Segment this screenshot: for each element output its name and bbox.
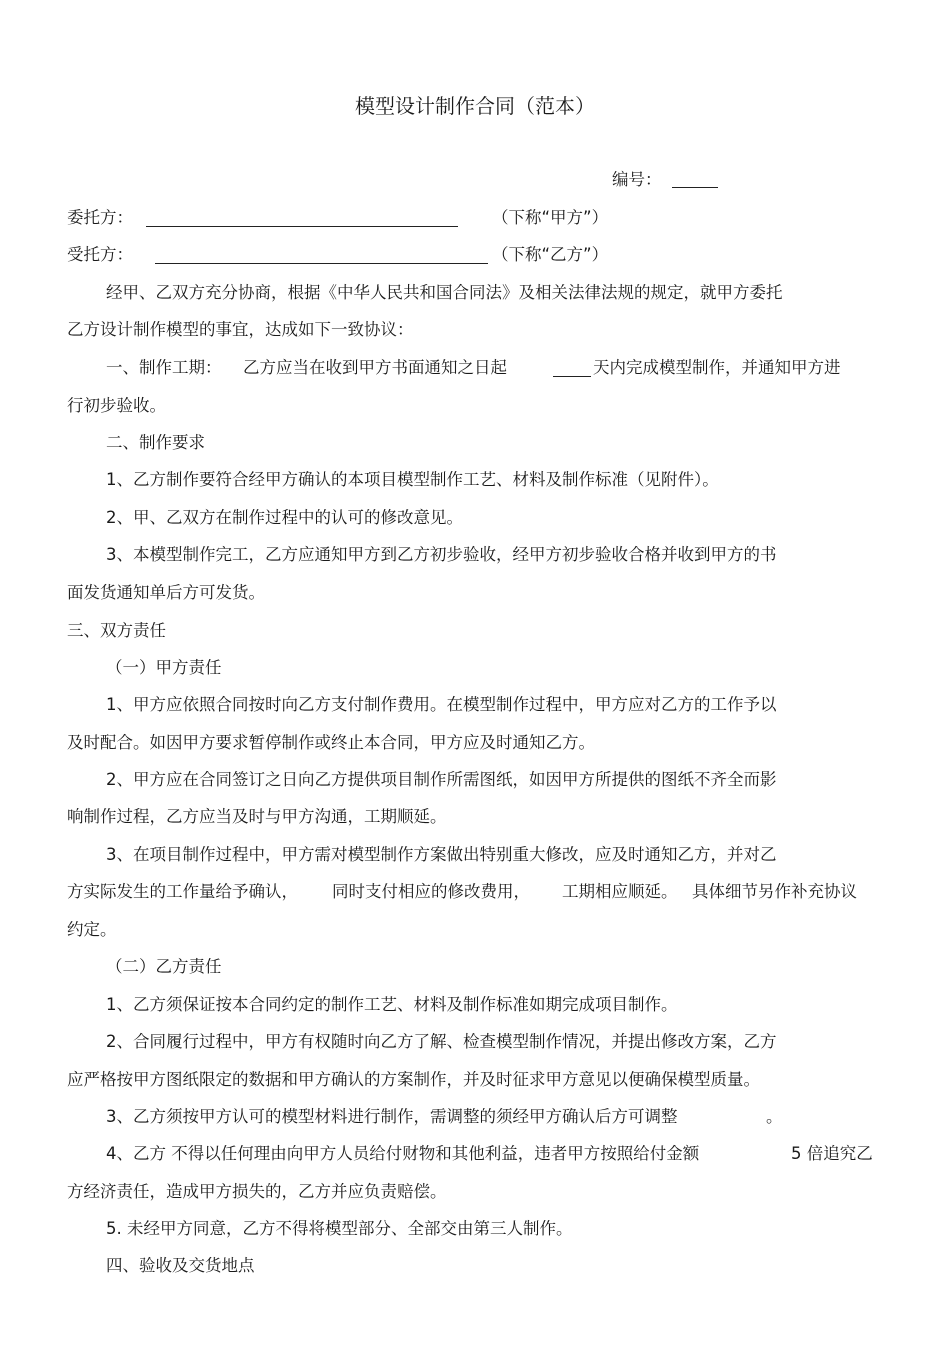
- party-b-item: 2、合同履行过程中，甲方有权随时向乙方了解、检查模型制作情况，并提出修改方案，乙方: [106, 1032, 777, 1051]
- clause-2-item: 面发货通知单后方可发货。: [67, 583, 265, 602]
- clause-3-heading: 三、双方责任: [67, 621, 166, 640]
- client-label: 委托方：: [67, 208, 133, 227]
- preamble-line: 乙方设计制作模型的事宜，达成如下一致协议：: [67, 320, 414, 339]
- party-a-item: 响制作过程，乙方应当及时与甲方沟通，工期顺延。: [67, 807, 447, 826]
- clause-2-item: 1、乙方制作要符合经甲方确认的本项目模型制作工艺、材料及制作标准（见附件）。: [106, 470, 719, 489]
- contractor-alias: （下称“乙方”）: [492, 245, 609, 264]
- party-a-item: 方实际发生的工作量给予确认，: [67, 882, 298, 901]
- party-b-item: 5. 未经甲方同意，乙方不得将模型部分、全部交由第三人制作。: [106, 1219, 573, 1238]
- contractor-label: 受托方：: [67, 245, 133, 264]
- clause-1-text: 天内完成模型制作，并通知甲方进: [593, 358, 841, 377]
- party-b-item: 应严格按甲方图纸限定的数据和甲方确认的方案制作，并及时征求甲方意见以便确保模型质量。: [67, 1070, 760, 1089]
- party-b-item: 5 倍追究乙: [791, 1144, 873, 1163]
- clause-1-text: 行初步验收。: [67, 396, 166, 415]
- party-b-heading: （二）乙方责任: [106, 957, 222, 976]
- party-a-item: 具体细节另作补充协议: [692, 882, 857, 901]
- party-a-item: 2、甲方应在合同签订之日向乙方提供项目制作所需图纸，如因甲方所提供的图纸不齐全而影: [106, 770, 777, 789]
- party-a-item: 3、在项目制作过程中，甲方需对模型制作方案做出特别重大修改，应及时通知乙方，并对乙: [106, 845, 777, 864]
- party-b-item: 4、乙方 不得以任何理由向甲方人员给付财物和其他利益，违者甲方按照给付金额: [106, 1144, 700, 1163]
- days-blank: [553, 376, 591, 377]
- party-a-item: 同时支付相应的修改费用，: [332, 882, 530, 901]
- clause-2-item: 2、甲、乙双方在制作过程中的认可的修改意见。: [106, 508, 463, 527]
- party-b-item: 1、乙方须保证按本合同约定的制作工艺、材料及制作标准如期完成项目制作。: [106, 995, 678, 1014]
- party-a-item: 1、甲方应依照合同按时向乙方支付制作费用。在模型制作过程中，甲方应对乙方的工作予以: [106, 695, 777, 714]
- client-name-blank: [146, 226, 458, 227]
- party-b-item: 。: [766, 1107, 783, 1126]
- clause-2-heading: 二、制作要求: [106, 433, 205, 452]
- clause-4-heading: 四、验收及交货地点: [106, 1256, 255, 1275]
- page-title: 模型设计制作合同（范本）: [355, 94, 595, 118]
- party-a-item: 及时配合。如因甲方要求暂停制作或终止本合同，甲方应及时通知乙方。: [67, 733, 595, 752]
- clause-2-item: 3、本模型制作完工，乙方应通知甲方到乙方初步验收，经甲方初步验收合格并收到甲方的书: [106, 545, 777, 564]
- client-alias: （下称“甲方”）: [492, 208, 609, 227]
- contract-number-blank: [672, 187, 718, 188]
- preamble-line: 经甲、乙双方充分协商，根据《中华人民共和国合同法》及相关法律法规的规定，就甲方委托: [106, 283, 783, 302]
- clause-1-heading: 一、制作工期：: [106, 358, 222, 377]
- party-b-item: 方经济责任，造成甲方损失的，乙方并应负责赔偿。: [67, 1182, 447, 1201]
- party-a-item: 工期相应顺延。: [562, 882, 678, 901]
- party-a-item: 约定。: [67, 920, 117, 939]
- clause-1-text: 乙方应当在收到甲方书面通知之日起: [243, 358, 507, 377]
- contractor-name-blank: [155, 263, 488, 264]
- party-a-heading: （一）甲方责任: [106, 658, 222, 677]
- party-b-item: 3、乙方须按甲方认可的模型材料进行制作，需调整的须经甲方确认后方可调整: [106, 1107, 678, 1126]
- contract-number-label: 编号：: [612, 170, 662, 189]
